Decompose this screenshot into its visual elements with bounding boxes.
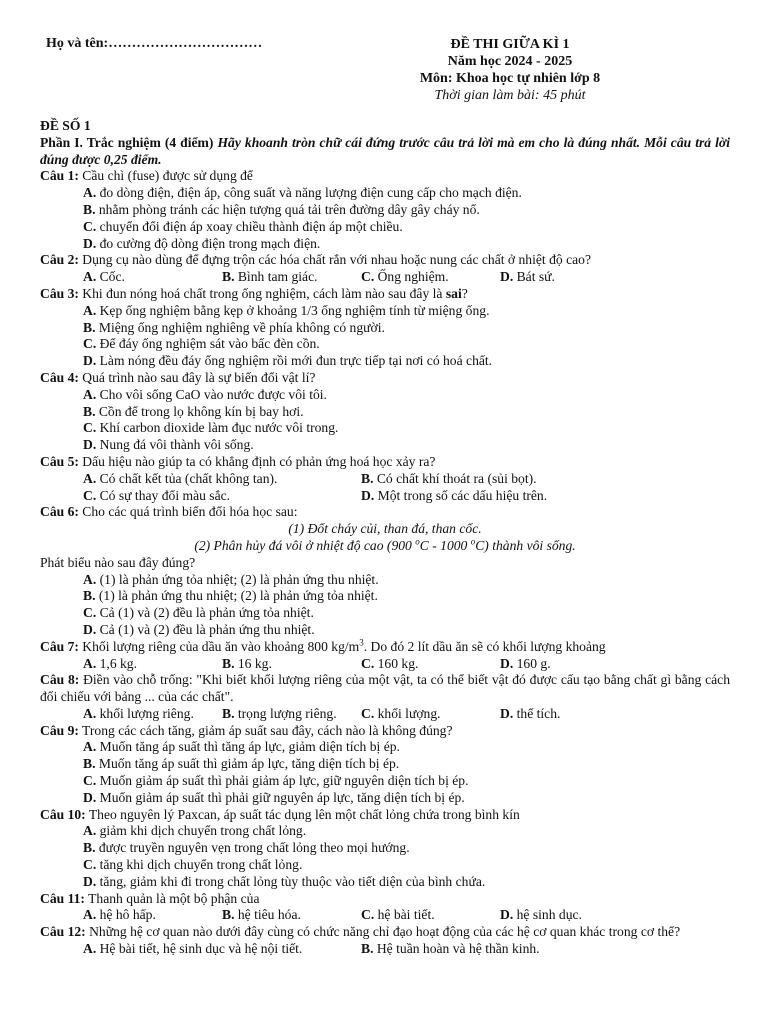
options-row — [40, 706, 730, 723]
option-a[interactable] — [40, 185, 730, 202]
option-letter: D. — [83, 873, 97, 889]
question-label: Câu 9: — [40, 722, 79, 738]
option-a[interactable] — [83, 941, 361, 958]
exam-info — [400, 36, 620, 104]
question-text: Quá trình nào sau đây là sự biến đổi vật lí? — [78, 369, 316, 385]
option-letter: D. — [83, 437, 97, 453]
option-letter: A. — [83, 705, 97, 721]
option-d[interactable] — [40, 437, 730, 454]
option-text: Miệng ống nghiệm nghiêng về phía không có người. — [95, 319, 385, 335]
option-d[interactable] — [500, 269, 639, 286]
process-2-part: C) thành vôi sống. — [475, 537, 576, 553]
option-text: hệ hô hấp. — [96, 907, 156, 923]
option-a[interactable] — [83, 907, 222, 924]
option-letter: C. — [83, 773, 97, 789]
option-text: Ống nghiệm. — [374, 269, 449, 285]
option-text: Làm nóng đều đáy ống nghiệm rồi mới đun trực tiếp tại nơi có hoá chất. — [96, 353, 493, 369]
option-c[interactable] — [40, 857, 730, 874]
option-b[interactable] — [361, 471, 537, 488]
question-4 — [40, 370, 730, 387]
option-letter: D. — [500, 655, 514, 671]
options-row — [40, 488, 730, 505]
question-2 — [40, 252, 730, 269]
question-text: Dấu hiệu nào giúp ta có khẳng định có phản ứng hoá học xảy ra? — [78, 453, 436, 469]
option-letter: B. — [361, 470, 374, 486]
option-text: Muốn tăng áp suất thì tăng áp lực, giảm diện tích bị ép. — [96, 739, 400, 755]
option-text: Bát sứ. — [513, 269, 555, 285]
option-c[interactable] — [40, 773, 730, 790]
option-text: 160 kg. — [374, 655, 419, 671]
part1-title: Phần I. Trắc nghiệm (4 điểm) — [40, 134, 214, 150]
question-label: Câu 5: — [40, 453, 79, 469]
option-c[interactable] — [40, 219, 730, 236]
question-text: Trong các cách tăng, giảm áp suất sau đây, cách nào là không đúng? — [78, 722, 453, 738]
question-label: Câu 2: — [40, 252, 79, 268]
option-text: Cốc. — [96, 269, 125, 285]
option-text: (1) là phản ứng thu nhiệt; (2) là phản ứng tỏa nhiệt. — [95, 588, 378, 604]
process-2-part: (2) Phân hủy đá vôi ở nhiệt độ cao (900 — [194, 537, 416, 553]
option-letter: A. — [83, 386, 97, 402]
option-text: hệ sinh dục. — [513, 907, 582, 923]
option-d[interactable] — [40, 790, 730, 807]
option-text: hệ bài tiết. — [374, 907, 435, 923]
process-1: (1) Đốt cháy củi, than đá, than cốc. — [288, 521, 482, 537]
option-letter: B. — [222, 705, 235, 721]
option-letter: C. — [83, 420, 97, 436]
option-d[interactable] — [500, 656, 639, 673]
option-letter: A. — [83, 269, 97, 285]
option-letter: D. — [83, 353, 97, 369]
option-letter: C. — [361, 907, 375, 923]
option-text: Khí carbon dioxide làm đục nước vôi trong. — [96, 420, 339, 436]
option-b[interactable] — [40, 840, 730, 857]
option-a[interactable] — [40, 823, 730, 840]
option-letter: D. — [361, 487, 375, 503]
question-9 — [40, 723, 730, 740]
option-text: Muốn tăng áp suất thì giảm áp lực, tăng diện tích bị ép. — [95, 756, 400, 772]
question-1 — [40, 168, 730, 185]
option-d[interactable] — [361, 488, 547, 505]
option-text: Cả (1) và (2) đều là phản ứng thu nhiệt. — [96, 621, 315, 637]
question-emphasis: sai — [445, 285, 462, 301]
question-3 — [40, 286, 730, 303]
option-text: Bình tam giác. — [234, 269, 318, 285]
question-text: Dụng cụ nào dùng để đựng trộn các hóa chất rắn với nhau hoặc nung các chất ở nhiệt độ cao? — [78, 252, 591, 268]
option-a[interactable] — [40, 303, 730, 320]
question-text-end: ? — [461, 285, 468, 301]
question-label: Câu 12: — [40, 924, 86, 940]
option-text: Nung đá vôi thành vôi sống. — [96, 437, 254, 453]
question-text: Thanh quản là một bộ phận của — [84, 890, 260, 906]
question-12 — [40, 924, 730, 941]
process-2-part: C - 1000 — [419, 537, 471, 553]
option-letter: B. — [222, 907, 235, 923]
question-label: Câu 11: — [40, 890, 85, 906]
option-b[interactable] — [40, 320, 730, 337]
degree-sign: o — [415, 536, 420, 547]
option-text: chuyển đổi điện áp xoay chiều thành điện áp một chiều. — [96, 218, 403, 234]
options-row — [40, 471, 730, 488]
option-text: tăng, giảm khi đi trong chất lỏng tùy thuộc vào tiết diện của bình chứa. — [96, 873, 486, 889]
option-text: Hệ bài tiết, hệ sinh dục và hệ nội tiết. — [96, 941, 303, 957]
option-letter: A. — [83, 941, 97, 957]
option-letter: C. — [83, 487, 97, 503]
option-letter: B. — [83, 756, 96, 772]
option-letter: A. — [83, 823, 97, 839]
option-letter: D. — [500, 907, 514, 923]
option-d[interactable] — [40, 874, 730, 891]
option-letter: A. — [83, 571, 97, 587]
option-letter: C. — [83, 605, 97, 621]
option-text: Cồn để trong lọ không kín bị bay hơi. — [95, 403, 304, 419]
option-letter: B. — [361, 941, 374, 957]
option-c[interactable] — [361, 706, 500, 723]
option-letter: A. — [83, 907, 97, 923]
option-letter: B. — [83, 840, 96, 856]
option-a[interactable] — [40, 572, 730, 589]
option-text: hệ tiêu hóa. — [234, 907, 301, 923]
degree-sign: o — [470, 536, 476, 547]
option-letter: D. — [83, 789, 97, 805]
option-c[interactable] — [361, 907, 500, 924]
option-c[interactable] — [40, 420, 730, 437]
question-label: Câu 7: — [40, 638, 79, 654]
option-b[interactable] — [40, 202, 730, 219]
option-letter: D. — [500, 269, 514, 285]
option-b[interactable] — [40, 404, 730, 421]
question-10 — [40, 807, 730, 824]
option-c[interactable] — [83, 488, 361, 505]
option-letter: A. — [83, 739, 97, 755]
option-text: Có chất kết tủa (chất không tan). — [96, 470, 278, 486]
option-text: khối lượng. — [374, 705, 441, 721]
question-text: Điền vào chỗ trống: "Khi biết khối lượng riêng của một vật, ta có thể biết vật đó được cấu tạo bằng chất gì bằng cách đối chiếu với bảng ... của các chất". — [40, 672, 730, 705]
option-text: Một trong số các dấu hiệu trên. — [374, 487, 548, 503]
option-letter: C. — [83, 336, 97, 352]
option-letter: A. — [83, 302, 97, 318]
part1-heading — [40, 135, 730, 169]
option-letter: B. — [83, 588, 96, 604]
option-c[interactable] — [40, 336, 730, 353]
option-text: tăng khi dịch chuyển trong chất lỏng. — [96, 857, 303, 873]
option-text: Cho vôi sống CaO vào nước được vôi tôi. — [96, 386, 327, 402]
option-text: Cả (1) và (2) đều là phản ứng tỏa nhiệt. — [96, 605, 314, 621]
option-b[interactable] — [222, 656, 361, 673]
option-text: 16 kg. — [234, 655, 272, 671]
de-so: ĐỀ SỐ 1 — [40, 118, 91, 133]
question-label: Câu 1: — [40, 168, 79, 184]
question-7 — [40, 639, 730, 656]
option-b[interactable] — [40, 756, 730, 773]
exam-title: ĐỀ THI GIỮA KÌ 1 — [450, 37, 570, 52]
option-letter: A. — [83, 470, 97, 486]
option-letter: B. — [83, 201, 96, 217]
student-name-field[interactable]: Họ và tên:…………………………… — [46, 36, 263, 51]
question-text: Khi đun nóng hoá chất trong ống nghiệm, cách làm nào sau đây là — [78, 285, 446, 301]
option-a[interactable] — [83, 706, 222, 723]
option-text: thể tích. — [513, 705, 561, 721]
option-letter: A. — [83, 185, 97, 201]
option-text: 160 g. — [513, 655, 551, 671]
option-letter: C. — [361, 705, 375, 721]
option-text: Có sự thay đổi màu sắc. — [96, 487, 231, 503]
option-text: (1) là phản ứng tỏa nhiệt; (2) là phản ứng thu nhiệt. — [96, 571, 379, 587]
option-a[interactable] — [40, 739, 730, 756]
option-text: Muốn giảm áp suất thì phải giữ nguyên áp lực, tăng diện tích bị ép. — [96, 789, 465, 805]
option-a[interactable] — [83, 656, 222, 673]
option-letter: B. — [222, 269, 235, 285]
subject: Môn: Khoa học tự nhiên lớp 8 — [419, 71, 601, 86]
option-text: Muốn giảm áp suất thì phải giảm áp lực, giữ nguyên diện tích bị ép. — [96, 773, 469, 789]
time-limit: Thời gian làm bài: 45 phút — [434, 88, 586, 103]
question-text: Những hệ cơ quan nào dưới đây cùng có chức năng chỉ đạo hoạt động của các hệ cơ quan khác trong cơ thể? — [85, 924, 681, 940]
question-6-prompt: Phát biểu nào sau đây đúng? — [40, 554, 196, 570]
option-d[interactable] — [500, 907, 639, 924]
exam-content — [40, 118, 730, 958]
exam-header — [0, 36, 768, 106]
options-row — [40, 941, 730, 958]
option-letter: C. — [361, 655, 375, 671]
question-label: Câu 8: — [40, 672, 80, 688]
option-text: đo dòng điện, điện áp, công suất và năng lượng điện cung cấp cho mạch điện. — [96, 185, 522, 201]
school-year: Năm học 2024 - 2025 — [447, 54, 573, 69]
options-row — [40, 269, 730, 286]
question-11 — [40, 891, 730, 908]
superscript: 3 — [359, 637, 364, 648]
option-letter: C. — [83, 218, 97, 234]
option-a[interactable] — [40, 387, 730, 404]
question-text: Khối lượng riêng của dầu ăn vào khoảng 800 kg/m — [78, 638, 360, 654]
question-5 — [40, 454, 730, 471]
option-b[interactable] — [40, 588, 730, 605]
option-letter: D. — [500, 705, 514, 721]
option-letter: C. — [83, 857, 97, 873]
option-text: nhằm phòng tránh các hiện tượng quá tải trên đường dây gây cháy nổ. — [95, 201, 480, 217]
option-c[interactable] — [361, 656, 500, 673]
option-text: Có chất khí thoát ra (sủi bọt). — [373, 470, 537, 486]
option-b[interactable] — [222, 706, 361, 723]
question-label: Câu 3: — [40, 285, 79, 301]
option-text: giảm khi dịch chuyển trong chất lỏng. — [96, 823, 307, 839]
option-letter: B. — [83, 319, 96, 335]
option-d[interactable] — [40, 236, 730, 253]
part1-instruction: Hãy khoanh tròn chữ cái đứng trước câu trả lời mà em cho là đúng nhất. Mỗi câu trả lời đúng được 0,25 điểm. — [40, 134, 730, 167]
option-a[interactable] — [83, 471, 361, 488]
question-text-end: . Do đó 2 lít dầu ăn sẽ có khối lượng khoảng — [363, 638, 606, 654]
option-d[interactable] — [40, 353, 730, 370]
option-c[interactable] — [40, 605, 730, 622]
option-text: trọng lượng riêng. — [234, 705, 337, 721]
question-label: Câu 10: — [40, 806, 86, 822]
question-label: Câu 4: — [40, 369, 79, 385]
option-c[interactable] — [361, 269, 500, 286]
option-letter: B. — [222, 655, 235, 671]
options-row — [40, 656, 730, 673]
option-letter: A. — [83, 655, 97, 671]
option-text: được truyền nguyên vẹn trong chất lỏng theo mọi hướng. — [95, 840, 410, 856]
option-text: Hệ tuần hoàn và hệ thần kinh. — [373, 941, 540, 957]
option-b[interactable] — [361, 941, 540, 958]
option-a[interactable] — [83, 269, 222, 286]
process-2 — [40, 538, 730, 555]
option-letter: C. — [361, 269, 375, 285]
question-text: Cầu chì (fuse) được sử dụng để — [78, 168, 253, 184]
question-label: Câu 6: — [40, 504, 79, 520]
option-text: khối lượng riêng. — [96, 705, 194, 721]
option-text: 1,6 kg. — [96, 655, 137, 671]
option-b[interactable] — [222, 907, 361, 924]
question-8 — [40, 672, 730, 706]
option-letter: D. — [83, 621, 97, 637]
option-letter: D. — [83, 235, 97, 251]
question-6 — [40, 504, 730, 521]
option-text: Kẹp ống nghiệm bằng kẹp ở khoảng 1/3 ống nghiệm tính từ miệng ống. — [96, 302, 490, 318]
option-text: Để đáy ống nghiệm sát vào bấc đèn cồn. — [96, 336, 320, 352]
option-letter: B. — [83, 403, 96, 419]
options-row — [40, 907, 730, 924]
option-text: đo cường độ dòng điện trong mạch điện. — [96, 235, 321, 251]
option-d[interactable] — [500, 706, 639, 723]
option-b[interactable] — [222, 269, 361, 286]
question-text: Cho các quá trình biến đổi hóa học sau: — [78, 504, 298, 520]
question-text: Theo nguyên lý Paxcan, áp suất tác dụng lên một chất lỏng chứa trong bình kín — [85, 806, 520, 822]
option-d[interactable] — [40, 622, 730, 639]
